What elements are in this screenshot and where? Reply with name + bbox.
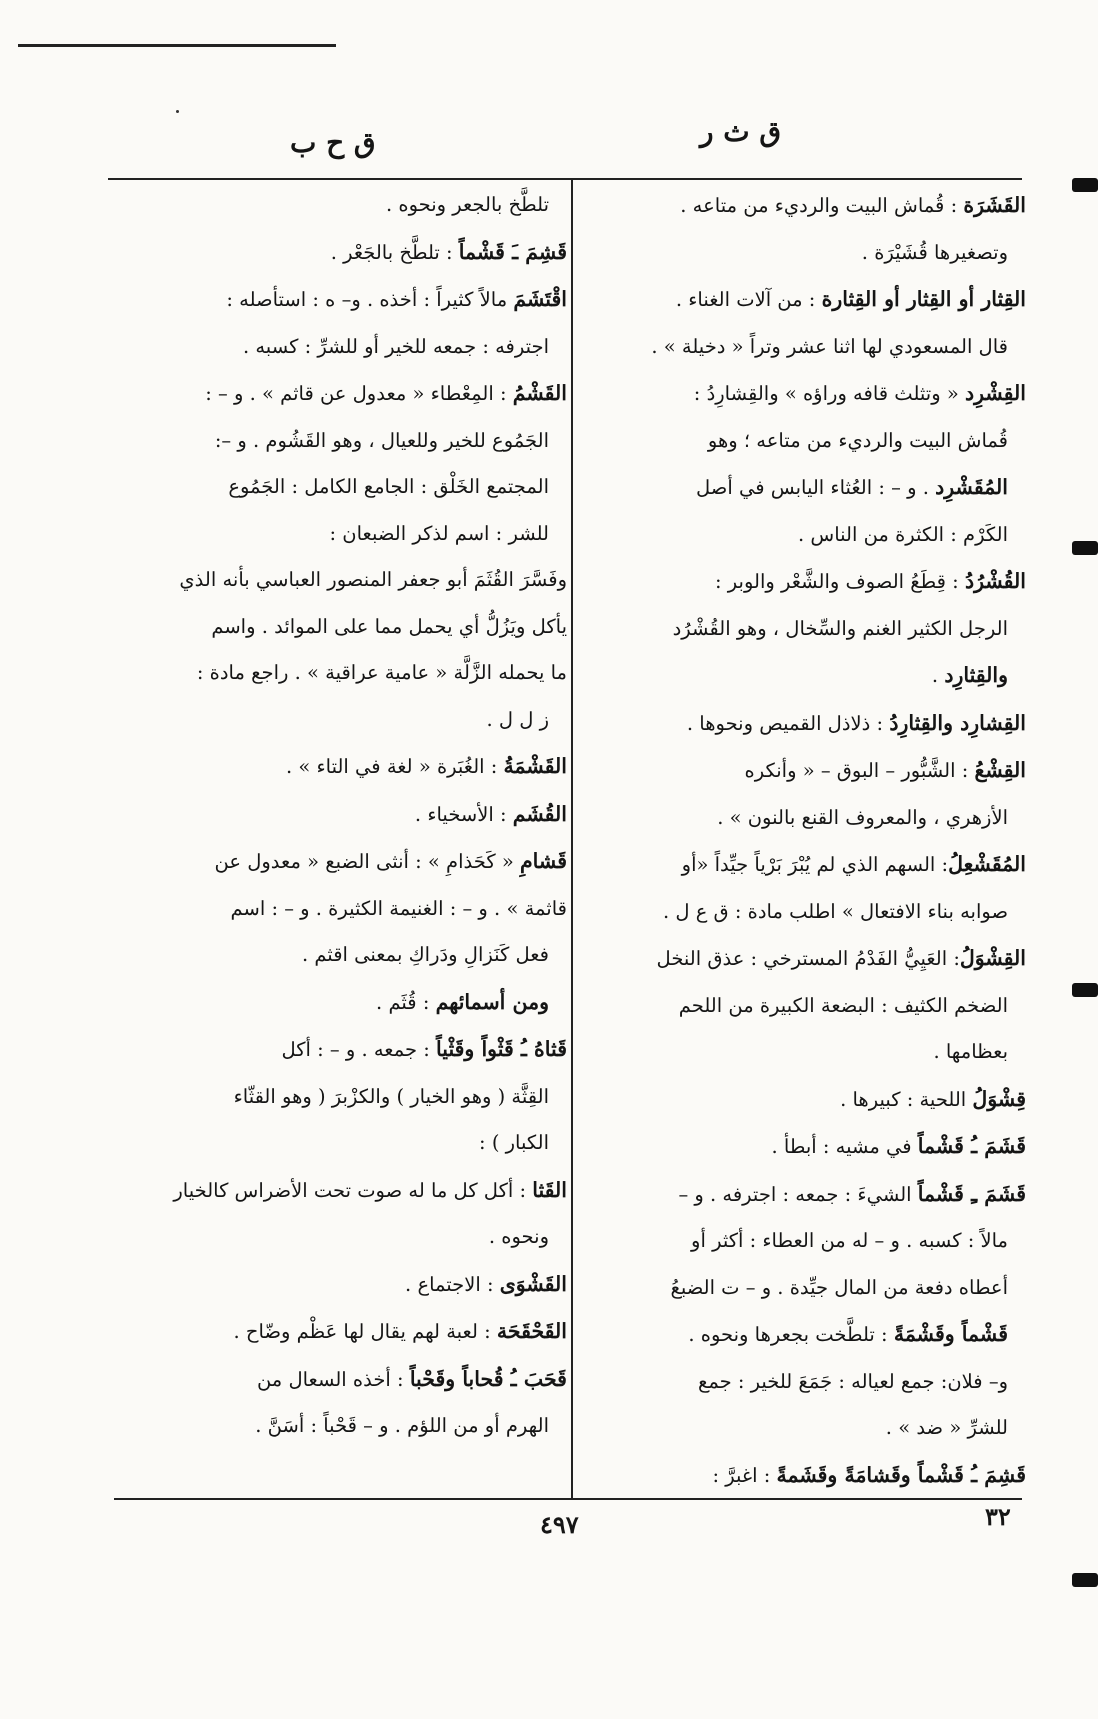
definition-text: في مشيه : أبطأ . [771, 1135, 918, 1158]
headword: القِشْعُ [974, 758, 1026, 782]
entry-line [112, 464, 567, 511]
headword: قَشَمَ ـُ قَشْماً [917, 1134, 1026, 1158]
entry-line [576, 606, 1026, 653]
headword: القَشْمَةُ [503, 754, 567, 778]
definition-text: : العَيِيُّ الفَدْمُ المسترخي : عذق النخل [656, 947, 960, 970]
definition-text: : ذلاذل القميص ونحوها . [686, 711, 890, 735]
definition-text: : السهم الذي لم يُبْرَ بَرْياً جيِّداً «أو [681, 853, 949, 876]
definition-text: ما يحمله الزَّلَّة « عامية عراقية » . راجع مادة : [196, 661, 567, 684]
definition-text: : من آلات الغناء . [675, 288, 822, 311]
definition-text: قُماش البيت والرديء من متاعه ؛ وهو [707, 428, 1008, 452]
headword: القِثار أو القِثار أو القِثارة [821, 287, 1026, 311]
definition-text: و– فلان: جمع لعياله : جَمَعَ للخير : جمع [697, 1369, 1008, 1393]
headword: القَثا [532, 1177, 567, 1202]
entry-line [112, 511, 567, 558]
entry-line [576, 1171, 1026, 1219]
entry-line [576, 795, 1026, 842]
definition-text: صوابه بناء الافتعال » اطلب مادة : ق ع ل . [662, 899, 1008, 923]
headword: القَشَرَة [963, 193, 1026, 217]
entry-line [112, 979, 567, 1027]
footer-rule [114, 1498, 1022, 1500]
definition-text: . و – : العُثاء اليابس في أصل [696, 476, 936, 499]
entry-line [112, 370, 567, 418]
entry-line [576, 700, 1026, 748]
entry-line [576, 418, 1026, 465]
entry-line [576, 1123, 1026, 1171]
headword: قَشِمَ ـُ قَشْماً وقَشامَةً وقَشَمةً [776, 1462, 1026, 1487]
entry-line [112, 1167, 567, 1215]
definition-text: : الأسخياء . [414, 802, 513, 826]
entry-line [576, 1265, 1026, 1312]
definition-text: . [931, 664, 945, 687]
definition-text: الرجل الكثير الغنم والسِّخال ، وهو القُشْرُد [672, 616, 1008, 640]
entry-line [112, 557, 567, 604]
entry-line [576, 1405, 1026, 1452]
definition-text: وفَسَّرَ القُثَمَ أبو جعفر المنصور العباسي بأنه الذي [179, 568, 567, 591]
definition-text: اجترفه : جمعه للخير أو للشرِّ : كسبه . [242, 334, 549, 358]
entry-line [112, 1120, 567, 1167]
entry-line [112, 1308, 567, 1356]
definition-text: المجتمع الخَلْق : الجامع الكامل : الجَمُوع [228, 475, 549, 498]
definition-text: الشيءَ : جمعه : اجترفه . و – [678, 1182, 918, 1206]
headword: اقْتَشَمَ [513, 287, 567, 311]
definition-text: الضخم الكثيف : البضعة الكبيرة من اللحم [678, 993, 1008, 1017]
definition-text: للشرِّ « ضد » . [885, 1416, 1008, 1439]
headword: القَحْقَحَة [496, 1319, 567, 1343]
entry-line [576, 182, 1026, 230]
definition-text: القِثَّة ( وهو الخيار ) والكزْبرَ ( وهو القثّاء [233, 1084, 549, 1108]
definition-text: : لعبة لهم يقال لها عَظْم وضّاح . [233, 1320, 497, 1343]
entry-line [112, 182, 567, 229]
definition-text: : الاجتماع . [405, 1272, 500, 1296]
entry-line [576, 747, 1026, 795]
definition-text: : أكل كل ما له صوت تحت الأضراس كالخيار [173, 1178, 533, 1202]
definition-text: للشر : اسم لذكر الضبعان : [329, 521, 549, 545]
definition-text: تلطَّخ بالجعر ونحوه . [385, 193, 549, 216]
entry-line [112, 743, 567, 791]
entry-line [576, 1218, 1026, 1265]
definition-text: قاثمة » . و – : الغنيمة الكثيرة . و – : اسم [230, 896, 567, 920]
entry-line [112, 229, 567, 277]
entry-line [576, 1076, 1026, 1124]
headword: القَشْمُ [512, 381, 567, 405]
definition-text: ز ل ل . [486, 707, 549, 731]
definition-text: الكَرْم : الكثرة من الناس . [798, 522, 1008, 546]
definition-text: ونحوه . [488, 1225, 549, 1248]
entry-line [576, 276, 1026, 324]
definition-text: مالاً : كسبه . و – له من العطاء : أكثر أو [691, 1229, 1008, 1252]
headword: قَحَبَ ـُ قُحاباً وقَحْباً [409, 1366, 567, 1391]
entry-line [112, 697, 567, 744]
edge-mark [1072, 178, 1098, 192]
definition-text: فعل كَنَزالِ ودَراكِ بمعنى اقثم . [301, 943, 549, 966]
entry-line [112, 1074, 567, 1121]
headword: قَشْماً وقَشْمَةً [893, 1322, 1008, 1346]
entry-line [576, 1029, 1026, 1076]
edge-mark [1072, 541, 1098, 555]
headword: قَشَمَ ـِ قَشْماً [917, 1181, 1026, 1206]
definition-text: الهرم أو من اللؤم . و – قَحْباً : أسَنَّ . [255, 1414, 549, 1437]
definition-text: : الغُبَرة « لغة في التاء » . [285, 755, 504, 778]
entry-line [112, 886, 567, 933]
column-divider [571, 180, 573, 1498]
definition-text: : الشَّبُّور – البوق – « وأنكره [744, 759, 975, 782]
definition-text: : قُماش البيت والرديء من متاعه . [680, 194, 964, 217]
headword: قِشْوَلُ [972, 1086, 1026, 1111]
definition-text: يأكل ويَزُلُّ أي يحمل مما على الموائد . واسم [211, 614, 567, 638]
definition-text: الجَمُوع للخير وللعيال ، وهو القَشُوم . و –: [214, 428, 549, 452]
headword: القُشْرُدُ [964, 569, 1026, 593]
definition-text: : قُثَم . [376, 990, 436, 1014]
entry-line [112, 418, 567, 465]
entry-line [112, 1356, 567, 1404]
headword: القُشَم [512, 801, 567, 826]
entry-line [576, 1359, 1026, 1406]
headword: قَثاهُ ـُ قَثْواً وقَثْياً [436, 1037, 567, 1061]
entry-line [576, 652, 1026, 700]
definition-text: وتصغيرها قُشَيْرَة . [861, 240, 1008, 264]
entry-line [112, 1403, 567, 1450]
headword: قَشامِ [519, 849, 567, 873]
headword: القِشْوَلُ [959, 946, 1026, 970]
definition-text: : تلطَّخت بجعرها ونحوه . [688, 1323, 894, 1346]
entry-line [576, 558, 1026, 606]
entry-line [112, 604, 567, 651]
definition-text: « وتثلث قافه وراؤه » والقِشارِدُ : [693, 382, 965, 405]
definition-text: اللحية : كبيرها . [840, 1087, 973, 1111]
definition-text: الأزهري ، والمعروف القنع بالنون » . [717, 805, 1008, 829]
definition-text: الكبار ) : [479, 1131, 549, 1154]
definition-text: قال المسعودي لها اثنا عشر وتراً « دخيلة » . [651, 334, 1008, 358]
page-number-left: ٤٩٧ [540, 1510, 579, 1539]
entry-line [112, 650, 567, 697]
entry-line [576, 464, 1026, 512]
header-root-right: ق ث ر [700, 115, 782, 148]
definition-text: : أخذه السعال من [256, 1367, 410, 1391]
definition-text: : قِطَعُ الصوف والشَّعْر والوبر : [714, 570, 965, 593]
headword: المُقَشْعِلُ [948, 852, 1026, 876]
definition-text: أعطاه دفعة من المال جيِّدة . و – ت الضبعُ [670, 1275, 1008, 1299]
entry-line [112, 791, 567, 839]
edge-mark [1072, 983, 1098, 997]
entry-line [576, 935, 1026, 983]
headword: القِشارِد والقِثارِدُ [889, 710, 1026, 735]
entry-line [576, 983, 1026, 1030]
entry-line [576, 512, 1026, 559]
definition-text: : تلطَّخ بالجَعْر . [330, 240, 459, 264]
entry-line [576, 1311, 1026, 1359]
entry-line [576, 370, 1026, 418]
headword: والقِثارِد [944, 663, 1008, 687]
headword: قَشِمَ ـَ قَشْماً [458, 239, 567, 264]
entry-line [112, 1214, 567, 1261]
entry-line [576, 1452, 1026, 1500]
header-rule [108, 178, 1022, 180]
definition-text: : جمعه . و – : أكل [281, 1038, 437, 1061]
entry-line [112, 276, 567, 324]
definition-text: بعظامها . [933, 1040, 1008, 1063]
entry-line [112, 1261, 567, 1309]
page-number-right: ٣٢ [985, 1502, 1011, 1531]
definition-text: مالاً كثيراً : أخذه . و– ه : استأصله : [226, 288, 514, 311]
header-root-left: ق ح ب [290, 126, 376, 159]
headword: ومن أسمائهم [435, 989, 549, 1014]
entry-line [112, 1026, 567, 1074]
edge-mark [1072, 1573, 1098, 1587]
entry-line [576, 230, 1026, 277]
definition-text: « كَحَذامِ » : أنثى الضبع « معدول عن [214, 850, 520, 873]
left-column [112, 182, 567, 1450]
right-column [576, 182, 1026, 1499]
definition-text: : المِعْطاء « معدول عن قاثم » . و – : [205, 382, 513, 405]
entry-line [576, 324, 1026, 371]
entry-line [112, 324, 567, 371]
top-rule [18, 44, 336, 47]
entry-line [112, 838, 567, 886]
headword: القَشْوَى [499, 1271, 567, 1296]
entry-line [576, 889, 1026, 936]
ink-dot [176, 110, 179, 113]
headword: المُقَشْرِد [935, 475, 1008, 499]
entry-line [576, 841, 1026, 889]
definition-text: : اغبرَّ : [712, 1463, 777, 1487]
entry-line [112, 932, 567, 979]
headword: القِشْرِد [964, 381, 1026, 405]
